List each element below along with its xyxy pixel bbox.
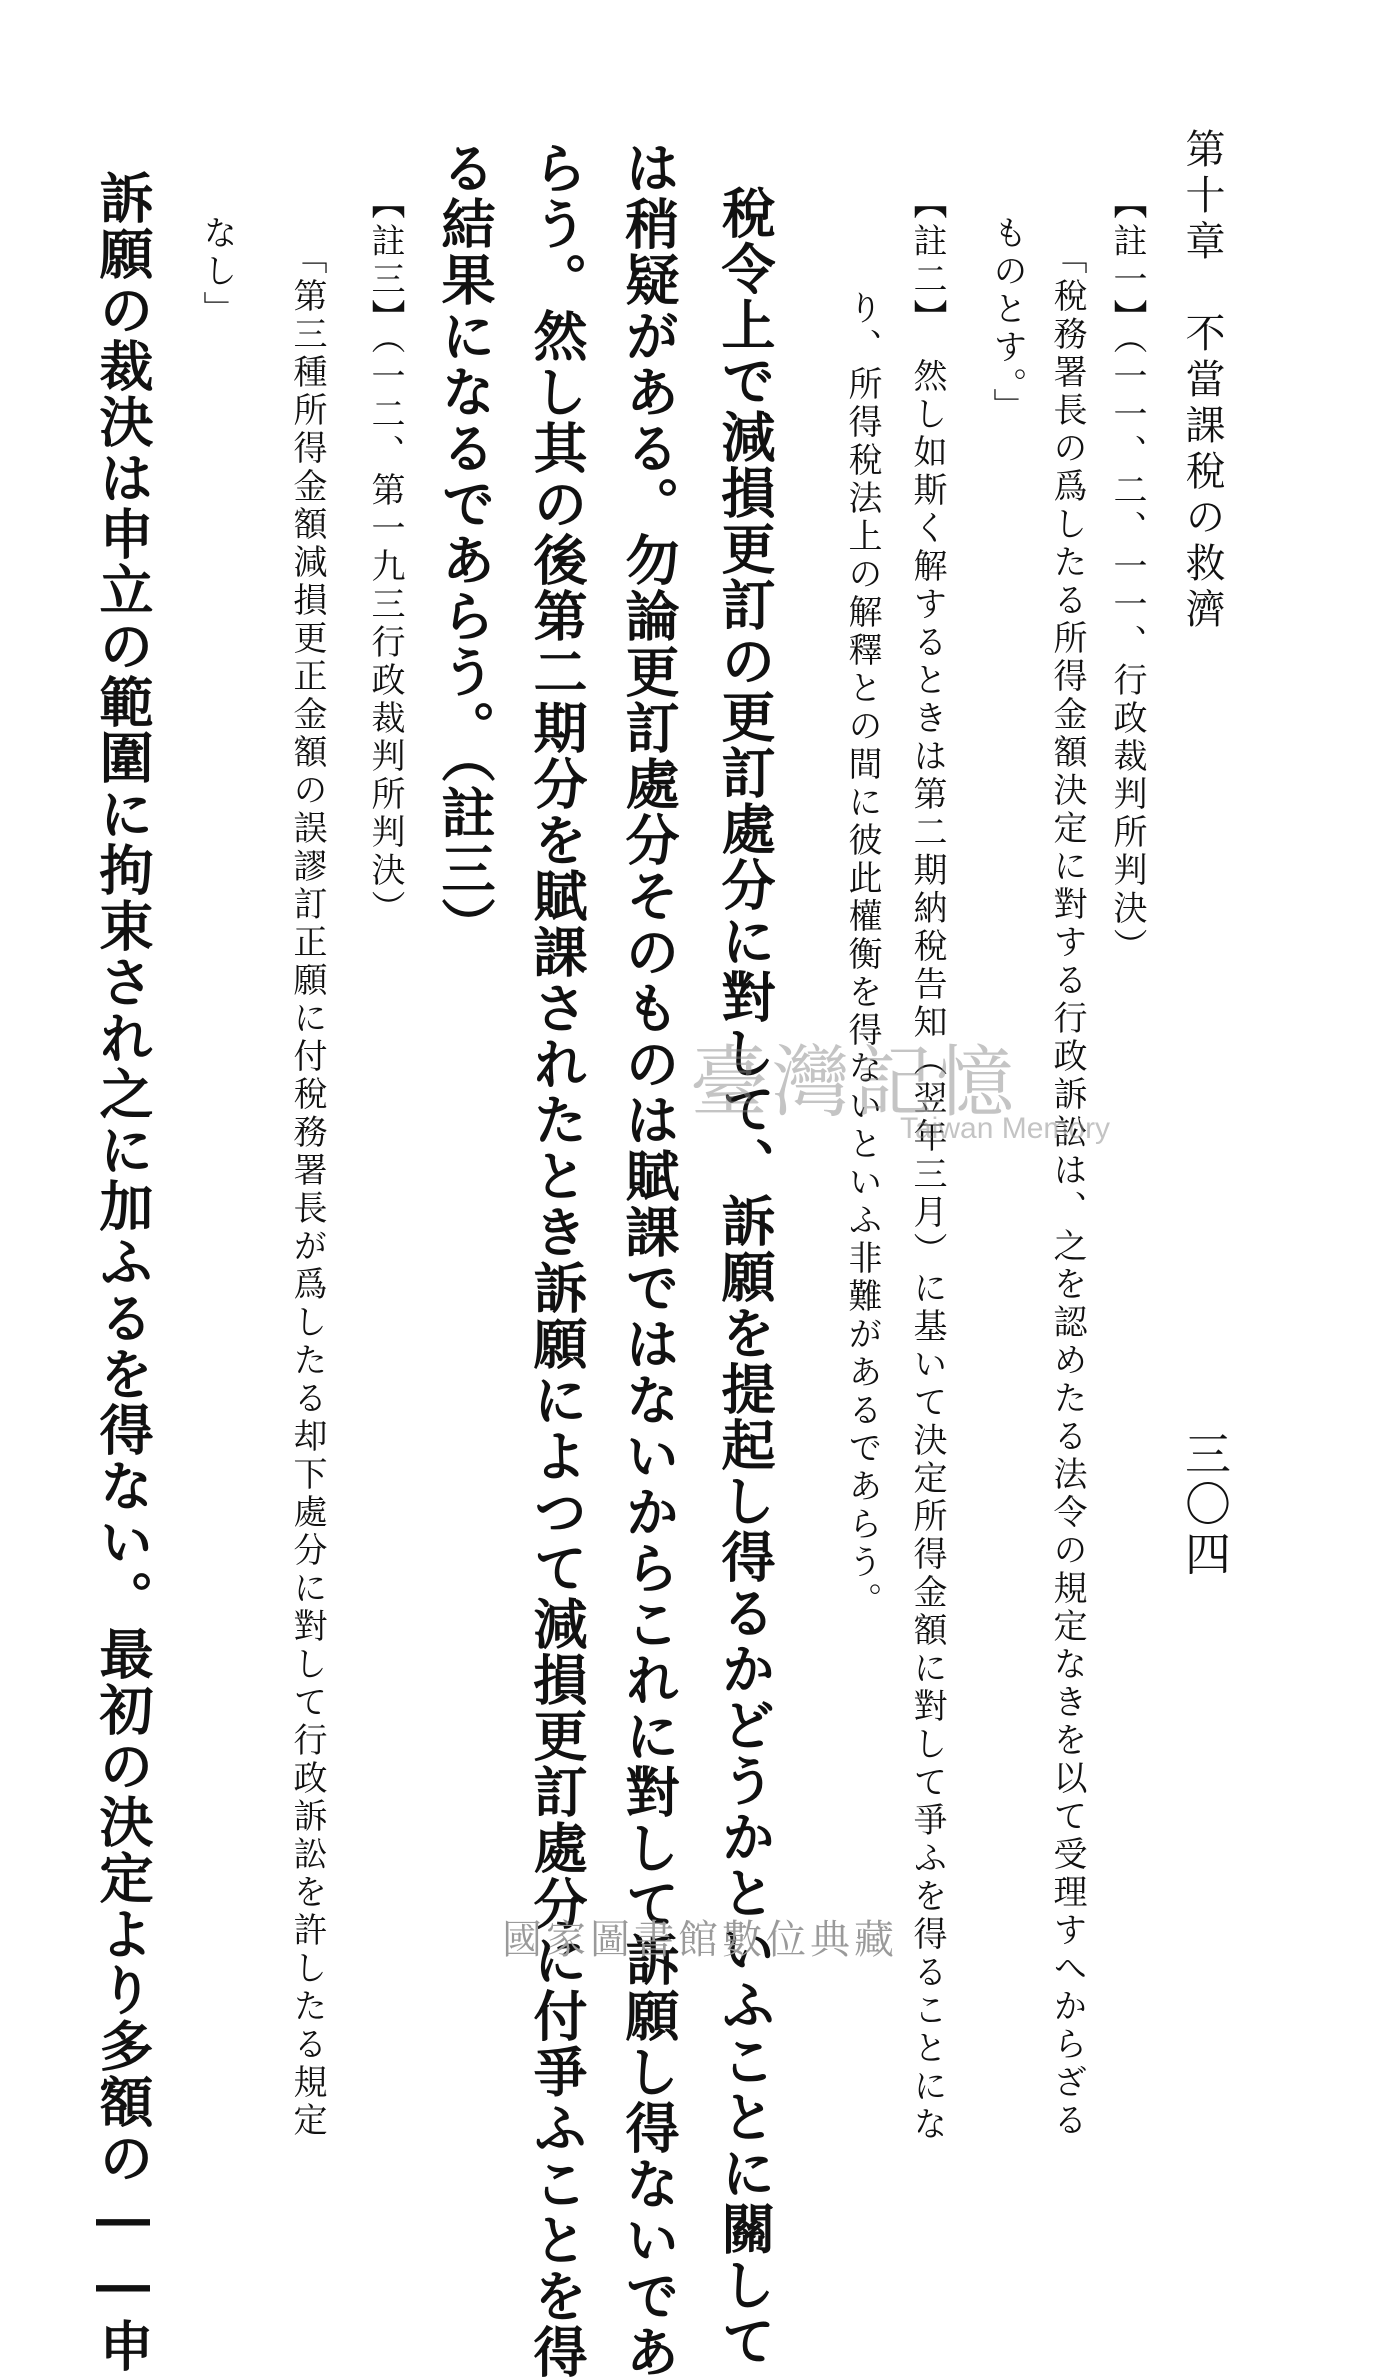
note-3-quote: 「第三種所得金額減損更正金額の誤謬訂正願に付稅務署長が爲したる却下處分に對して行政訴訟を許したる規定 [287,240,327,2140]
note-2-text: 【註二】 然し如斯く解するときは第二期納稅告知（翌年三月）に基いて決定所得金額に對して爭ふを得ることにな [907,185,947,2144]
watermark-text: 臺灣記憶 [690,1038,1019,1128]
body-paragraph-line: らう。然し其の後第二期分を賦課されたとき訴願によつて減損更訂處分に付爭ふことを得 [525,140,589,2380]
note-1-heading: 【註一】（一一、二、一一、行政裁判所判決） [1107,185,1147,966]
body-paragraph-line: る結果になるであらう。（註三） [433,140,497,953]
footer-credit: 國家圖書館數位典藏 [502,1917,898,1963]
body-paragraph-line: は稍疑がある。勿論更訂處分そのものは賦課ではないからこれに對して訴願し得ないであ [617,140,681,2380]
chapter-title: 第十章 不當課稅の救濟 [1179,128,1225,634]
watermark-subtext: Taiwan Memory [900,1112,1111,1145]
body-paragraph-line: 訴願の裁決は申立の範圍に拘束され之に加ふるを得ない。最初の決定より多額の――申 [91,170,155,2374]
note-1-quote-end: ものとす。」 [987,215,1027,426]
note-3-heading: 【註三】（一二、第一九三行政裁判所判決） [365,185,405,928]
body-paragraph-line: 稅令上で減損更訂の更訂處分に對して、訴願を提起し得るかどうかといふことに關して [713,185,777,2369]
note-3-quote-end: なし」 [197,215,237,329]
watermark-logo [690,1020,1140,1150]
page-number: 三〇四 [1178,1430,1232,1580]
note-1-quote: 「稅務署長の爲したる所得金額決定に對する行政訴訟は、之を認めたる法令の規定なきを以て受理すへからざる [1047,240,1087,2140]
note-2-text-cont: り、所得稅法上の解釋との間に彼此權衡を得ないといふ非難があるであらう。 [842,290,882,1620]
